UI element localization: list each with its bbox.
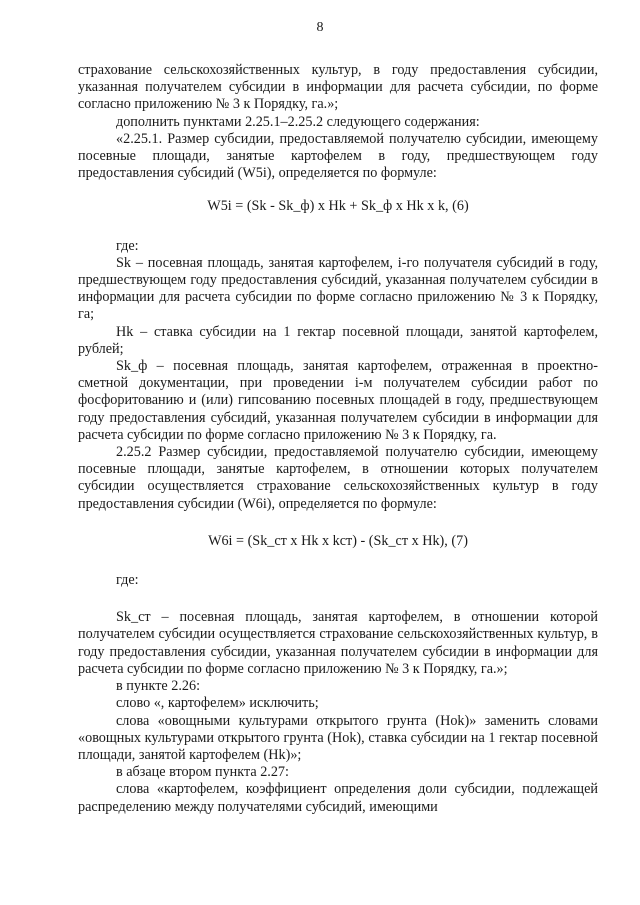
paragraph: Sk_ст – посевная площадь, занятая картофелем, в отношении которой получателем субсидии осуществляется страхование сельскохозяйственных культур, в году предоставления субсидии, указанная получателем субсидии в информации для расчета субсидии по форме согласно приложению № 3 к Порядку, га.»; [78,609,598,677]
page-number: 8 [316,20,324,35]
where-label: где: [116,572,139,589]
paragraph: в абзаце втором пункта 2.27: [116,764,289,781]
paragraph: в пункте 2.26: [116,678,201,695]
paragraph: слова «овощными культурами открытого грунта (Hok)» заменить словами «овощных культурами открытого грунта (Hok), ставка субсидии на 1 гектар посевной площади, занятой картофелем (Hk)»; [78,712,598,763]
paragraph: слово «, картофелем» исключить; [116,695,319,712]
where-label: где: [116,237,139,254]
document-body [78,62,598,816]
paragraph: Sk – посевная площадь, занятая картофелем, i-го получателя субсидий в году, предшествующем году предоставления субсидий, указанная получателем субсидии в информации для расчета субсидии по форме согласно приложению № 3 к Порядку, га; [78,254,598,323]
formula-w5i: W5i = (Sk - Sk_ф) x Hk + Sk_ф x Hk x k, (6) [207,198,469,215]
paragraph: дополнить пунктами 2.25.1–2.25.2 следующего содержания: [116,113,480,130]
paragraph: страхование сельскохозяйственных культур, в году предоставления субсидии, указанная получателем субсидии в информации для расчета субсидии, по форме согласно приложению № 3 к Порядку, га.»; [78,62,598,113]
paragraph: Sk_ф – посевная площадь, занятая картофелем, отраженная в проектно-сметной документации, при проведении i-м получателем субсидии работ по фосфоритованию и (или) гипсованию посевных площадей в году, предшествующем году предоставления субсидий, указанная получателем субсидии в информации для расчета субсидии по форме согласно приложению № 3 к Порядку, га. [78,358,598,443]
paragraph: 2.25.2 Размер субсидии, предоставляемой получателю субсидии, имеющему посевные площади, занятые картофелем, в отношении которых получателем субсидии осуществляется страхование сельскохозяйственных культур в году предоставления субсидии (W6i), определяется по формуле: [78,444,598,512]
paragraph: «2.25.1. Размер субсидии, предоставляемой получателю субсидии, имеющему посевные площади, занятые картофелем в году, предшествующем году предоставления субсидий (W5i), определяется по формуле: [78,130,598,182]
paragraph: Hk – ставка субсидии на 1 гектар посевной площади, занятой картофелем, рублей; [78,323,598,357]
paragraph: слова «картофелем, коэффициент определения доли субсидии, подлежащей распределению между получателями субсидий, имеющими [78,781,598,815]
formula-w6i: W6i = (Sk_ст x Hk x kст) - (Sk_ст x Hk), (7) [208,532,468,549]
